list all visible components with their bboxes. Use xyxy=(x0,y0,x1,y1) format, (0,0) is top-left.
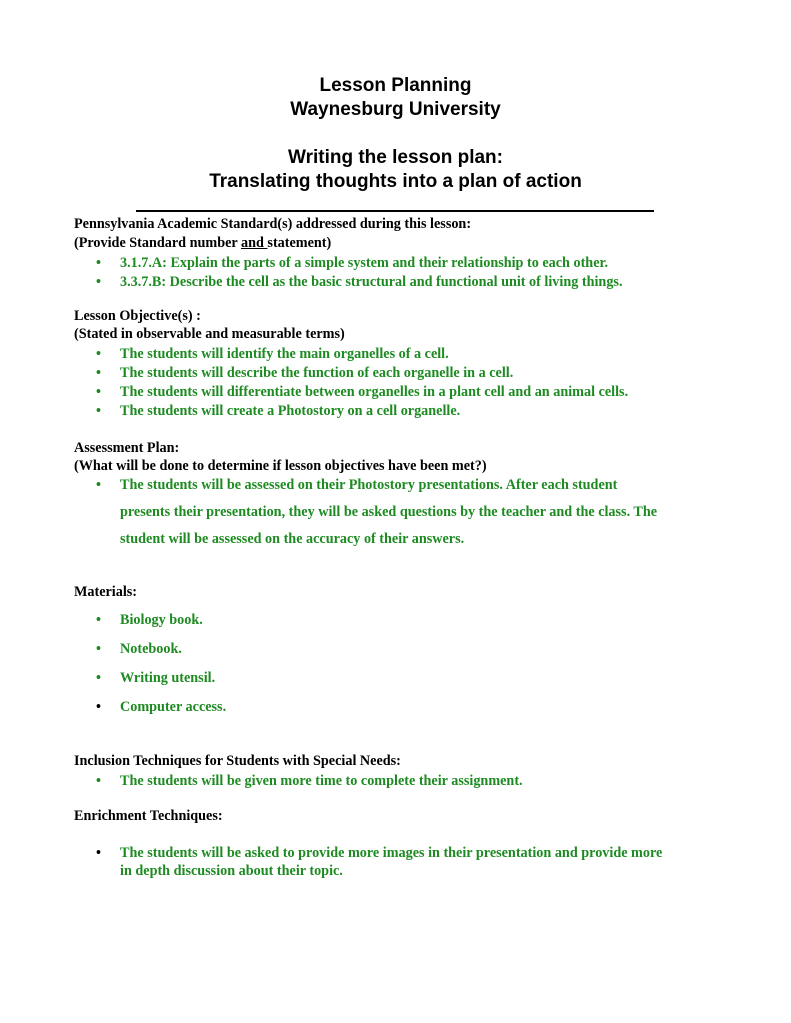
assessment-heading: Assessment Plan: xyxy=(74,440,180,456)
bullet-icon: • xyxy=(96,346,101,362)
list-item xyxy=(96,772,731,790)
list-item xyxy=(96,254,731,272)
materials-heading: Materials: xyxy=(74,584,138,600)
objectives-heading: Lesson Objective(s) : xyxy=(74,308,201,324)
institution-name: Waynesburg University xyxy=(290,99,501,120)
standard-item: 3.1.7.A: Explain the parts of a simple system and their relationship to each other. xyxy=(120,255,609,271)
bullet-icon: • xyxy=(96,845,101,861)
material-item: Writing utensil. xyxy=(120,670,216,686)
enrichment-heading: Enrichment Techniques: xyxy=(74,808,223,824)
standards-note-before: (Provide Standard number xyxy=(74,235,241,251)
assessment-line: The students will be assessed on their Photostory presentations. After each student xyxy=(120,477,618,493)
bullet-icon: • xyxy=(96,699,101,715)
doc-title: Lesson Planning xyxy=(319,75,472,96)
section-subtitle: Translating thoughts into a plan of action xyxy=(209,171,582,192)
bullet-icon: • xyxy=(96,477,101,493)
standards-note xyxy=(74,234,331,252)
bullet-icon: • xyxy=(96,773,101,789)
bullet-icon: • xyxy=(96,641,101,657)
bullet-icon: • xyxy=(96,403,101,419)
objectives-note: (Stated in observable and measurable terms) xyxy=(74,326,345,342)
objective-item: The students will identify the main organelles of a cell. xyxy=(120,346,449,362)
list-item xyxy=(96,345,731,363)
standards-heading: Pennsylvania Academic Standard(s) addressed during this lesson: xyxy=(74,216,472,232)
list-item-continuation xyxy=(96,530,731,548)
list-item xyxy=(96,611,731,629)
section-title: Writing the lesson plan: xyxy=(288,147,503,168)
bullet-icon: • xyxy=(96,365,101,381)
bullet-icon: • xyxy=(96,612,101,628)
assessment-line: presents their presentation, they will be asked questions by the teacher and the class. The xyxy=(120,504,658,520)
material-item: Computer access. xyxy=(120,699,227,715)
list-item xyxy=(96,402,731,420)
bullet-icon: • xyxy=(96,384,101,400)
assessment-line: student will be assessed on the accuracy of their answers. xyxy=(120,531,465,547)
inclusion-item: The students will be given more time to complete their assignment. xyxy=(120,773,523,789)
bullet-icon: • xyxy=(96,274,101,290)
standards-note-underlined: and xyxy=(241,235,268,251)
material-item: Biology book. xyxy=(120,612,203,628)
bullet-icon: • xyxy=(96,255,101,271)
objective-item: The students will describe the function of each organelle in a cell. xyxy=(120,365,514,381)
assessment-note: (What will be done to determine if lesson objectives have been met?) xyxy=(74,458,487,474)
objective-item: The students will create a Photostory on a cell organelle. xyxy=(120,403,461,419)
bullet-icon: • xyxy=(96,670,101,686)
standards-note-after: statement) xyxy=(267,235,332,251)
objective-item: The students will differentiate between organelles in a plant cell and an animal cells. xyxy=(120,384,629,400)
enrichment-line: in depth discussion about their topic. xyxy=(120,863,343,879)
list-item xyxy=(96,698,731,716)
list-item xyxy=(96,640,731,658)
list-item-continuation xyxy=(96,862,731,880)
list-item xyxy=(96,273,731,291)
list-item xyxy=(96,383,731,401)
material-item: Notebook. xyxy=(120,641,182,657)
inclusion-heading: Inclusion Techniques for Students with Special Needs: xyxy=(74,753,401,769)
standard-item: 3.3.7.B: Describe the cell as the basic structural and functional unit of living things. xyxy=(120,274,623,290)
list-item xyxy=(96,364,731,382)
list-item xyxy=(96,669,731,687)
enrichment-line: The students will be asked to provide more images in their presentation and provide more xyxy=(120,845,663,861)
list-item-continuation xyxy=(96,503,731,521)
divider-rule xyxy=(136,210,654,212)
list-item xyxy=(96,476,731,494)
list-item xyxy=(96,844,731,862)
